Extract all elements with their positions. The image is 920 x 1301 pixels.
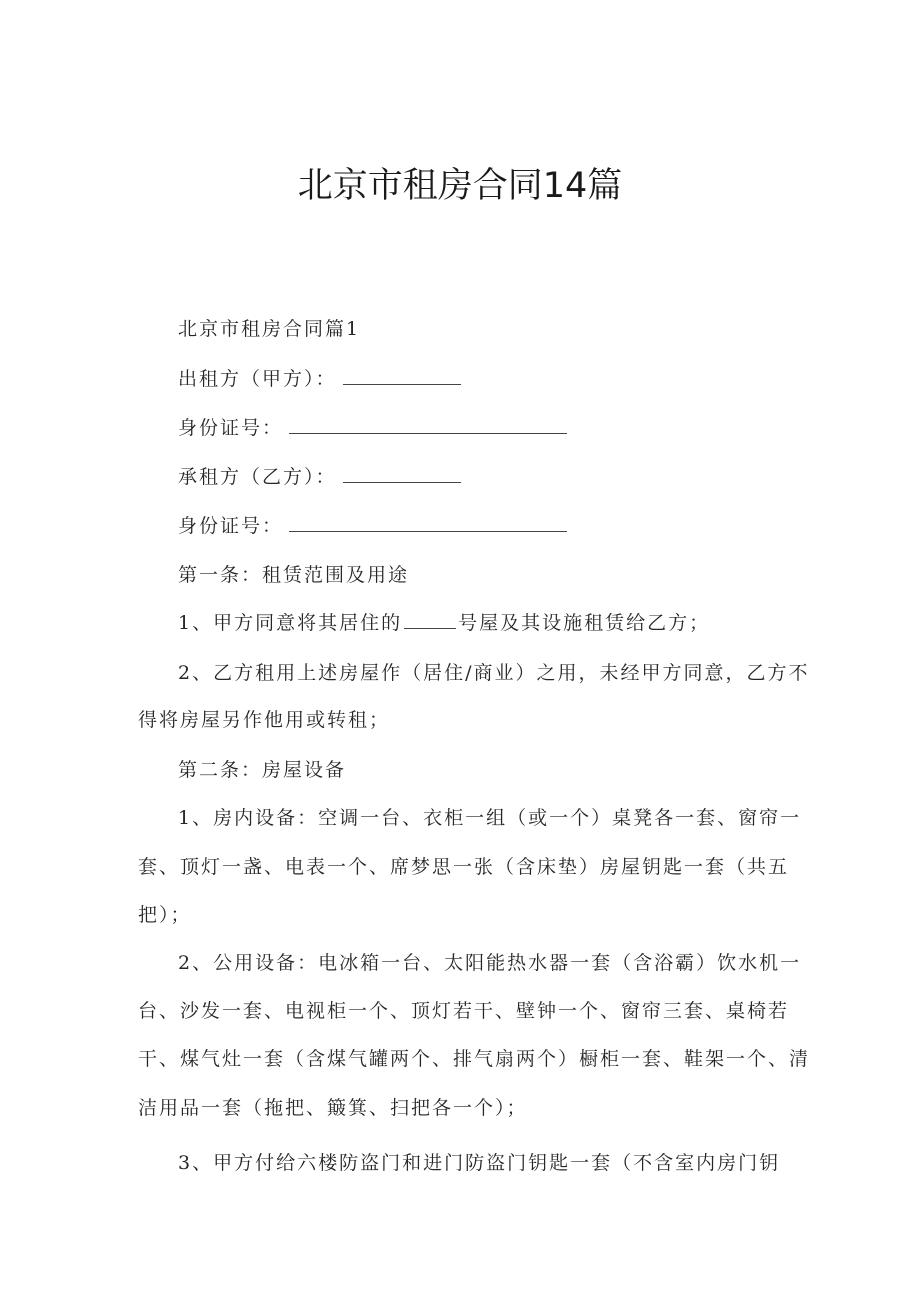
article-2-item-1-line-1: 1、房内设备：空调一台、衣柜一组（或一个）桌凳各一套、窗帘一: [178, 807, 802, 829]
article-2-title: 第二条：房屋设备: [178, 759, 347, 781]
article-2-item-2-line-1: 2、公用设备：电冰箱一台、太阳能热水器一套（含浴霸）饮水机一: [178, 952, 802, 974]
party-a-row: [178, 364, 461, 391]
party-b-id-row: [178, 511, 567, 538]
article-2-item-2-line-4: 洁用品一套（拖把、簸箕、扫把各一个）；: [138, 1097, 528, 1119]
article-2-item-3-line-1: 3、甲方付给六楼防盗门和进门防盗门钥匙一套（不含室内房门钥: [178, 1152, 781, 1174]
party-a-id-row: [178, 413, 567, 440]
article-1-title: 第一条：租赁范围及用途: [178, 564, 410, 586]
party-b-label: 承租方（乙方）：: [178, 466, 337, 488]
article-2-item-1-line-3: 把）；: [138, 904, 192, 926]
article-1-item-2-line-1: 2、乙方租用上述房屋作（居住/商业）之用，未经甲方同意，乙方不: [178, 662, 810, 684]
article-2-item-2-line-2: 台、沙发一套、电视柜一个、顶灯若干、壁钟一个、窗帘三套、桌椅若: [138, 1000, 790, 1022]
page-title: 北京市租房合同14篇: [297, 166, 623, 206]
party-a-label: 出租方（甲方）：: [178, 368, 337, 390]
party-a-id-label: 身份证号：: [178, 417, 284, 439]
room-number-blank: [404, 614, 456, 629]
article-1-item-1: 1、甲方同意将其居住的 号屋及其设施租赁给乙方；: [178, 612, 711, 634]
party-a-id-blank: [289, 417, 567, 434]
contract-heading: 北京市租房合同篇1: [178, 318, 361, 340]
party-b-blank: [343, 466, 461, 483]
party-b-id-blank: [289, 515, 567, 532]
party-a-blank: [343, 368, 461, 385]
party-b-id-label: 身份证号：: [178, 515, 284, 537]
party-b-row: [178, 462, 461, 489]
article-2-item-2-line-3: 干、煤气灶一套（含煤气罐两个、排气扇两个）橱柜一套、鞋架一个、清: [138, 1048, 811, 1070]
article-2-item-1-line-2: 套、顶灯一盏、电表一个、席梦思一张（含床垫）房屋钥匙一套（共五: [138, 856, 790, 878]
article-1-item-2-line-2: 得将房屋另作他用或转租；: [138, 709, 391, 731]
